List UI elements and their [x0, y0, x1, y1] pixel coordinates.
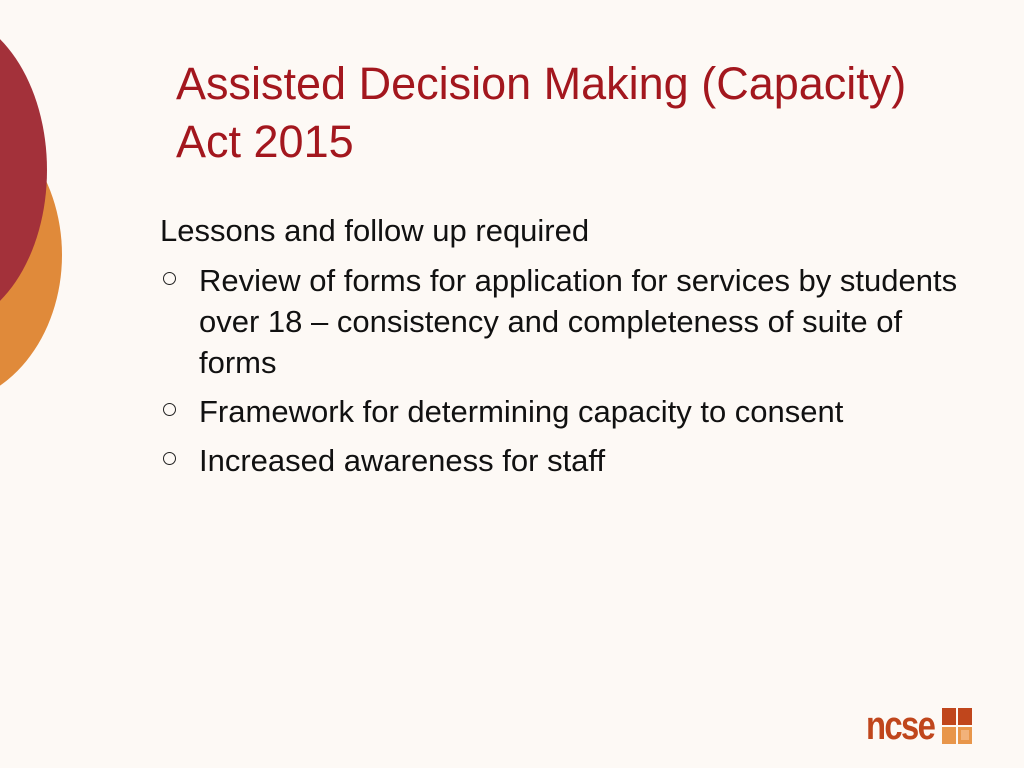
- hollow-circle-icon: [163, 452, 176, 465]
- bullet-list: [160, 260, 980, 481]
- intro-text: Lessons and follow up required: [160, 213, 590, 248]
- bullet-item: [160, 260, 980, 383]
- bullet-text: Review of forms for application for services by students over 18 – consistency and completeness of suite of forms: [199, 263, 958, 380]
- bullet-item: [160, 391, 980, 432]
- logo-mark-icon: [942, 708, 972, 744]
- bullet-text: Framework for determining capacity to consent: [199, 394, 844, 429]
- ncse-logo: [866, 704, 972, 746]
- decorative-side-shapes: [0, 0, 80, 420]
- hollow-circle-icon: [163, 272, 176, 285]
- hollow-circle-icon: [163, 403, 176, 416]
- slide-title-line-1: Assisted Decision Making (Capacity): [176, 58, 907, 109]
- slide-title: [176, 55, 996, 171]
- logo-text: ncse: [866, 704, 935, 748]
- slide-body: [160, 210, 980, 489]
- slide-title-line-2: Act 2015: [176, 116, 354, 167]
- bullet-item: [160, 440, 980, 481]
- bullet-text: Increased awareness for staff: [199, 443, 606, 478]
